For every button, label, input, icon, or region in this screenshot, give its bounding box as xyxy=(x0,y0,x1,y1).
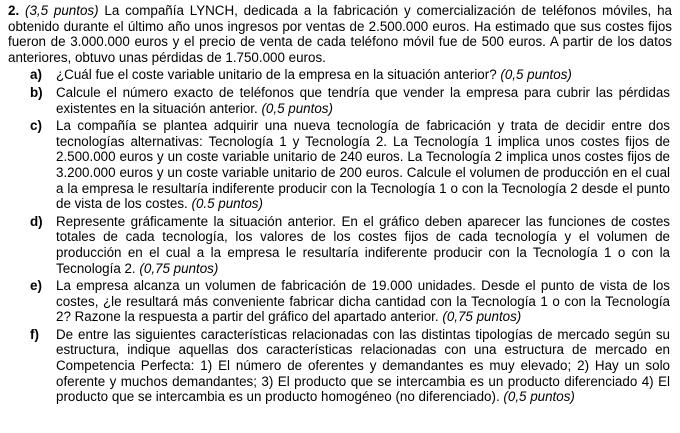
item-letter: c) xyxy=(30,118,42,134)
question-item-f xyxy=(8,327,672,405)
item-text-wrap xyxy=(56,327,672,405)
item-points: (0,5 puntos) xyxy=(500,67,572,83)
item-text-wrap xyxy=(56,67,672,83)
item-text-wrap xyxy=(56,85,672,116)
item-text: Represente gráficamente la situación anterior. En el gráfico deben aparecer las funciones de costes totales de cada tecnología, los valores de los costes fijos de cada tecnología y el volumen de producción en el cual a la empresa le resultaría indiferente producir con la Tecnología 1 o con la Tecnología 2. xyxy=(56,213,670,276)
item-points: (0,75 puntos) xyxy=(442,309,522,325)
item-letter: a) xyxy=(30,67,42,83)
question-item-c xyxy=(8,118,672,212)
question-points: (3,5 puntos) xyxy=(25,3,99,18)
item-text: Calcule el número exacto de teléfonos que tendría que vender la empresa para cubrir las pérdidas existentes en la situación anterior. xyxy=(56,84,670,116)
item-text-wrap xyxy=(56,118,672,212)
item-points: (0,75 puntos) xyxy=(139,260,219,276)
question-intro-text: La compañía LYNCH, dedicada a la fabricación y comercialización de teléfonos móviles, ha obtenido durante el último año unos ingresos por ventas de 2.500.000 euros. Ha estimado que sus costes fijos fueron de 3.000.000 euros y el precio de venta de cada teléfono móvil fue de 500 euros. A partir de los datos anteriores, obtuvo unas pérdidas de 1.750.000 euros. xyxy=(8,3,672,65)
item-text: La empresa alcanza un volumen de fabricación de 19.000 unidades. Desde el punto de vista de los costes, ¿le resultará más conveniente fabricar dicha cantidad con la Tecnología 1 o con la Tecnología 2? Razone la respuesta a partir del gráfico del apartado anterior. xyxy=(56,278,670,325)
item-text: ¿Cuál fue el coste variable unitario de la empresa en la situación anterior? xyxy=(56,67,497,83)
item-letter: e) xyxy=(30,278,42,294)
question-number: 2. xyxy=(8,3,20,18)
question-items-list xyxy=(8,67,672,404)
question-item-a xyxy=(8,67,672,83)
item-points: (0,5 puntos) xyxy=(503,389,575,405)
item-text: De entre las siguientes características relacionadas con las distintas tipologías de mercado según su estructura, indique aquellas dos características relacionadas con una estructura de mercado en Competencia Perfecta: 1) El número de oferentes y demandantes es muy elevado; 2) Hay un solo oferente y muchos demandantes; 3) El producto que se intercambia es un producto diferenciado 4) El producto que se intercambia es un producto homogéneo (no diferenciado). xyxy=(56,326,670,405)
item-letter: b) xyxy=(30,84,43,100)
question-item-e xyxy=(8,278,672,325)
item-letter: f) xyxy=(30,326,39,342)
item-text-wrap xyxy=(56,214,672,276)
item-text: La compañía se plantea adquirir una nueva tecnología de fabricación y trata de decidir entre dos tecnologías alternativas: Tecnología 1 y Tecnología 2. La Tecnología 1 implica unos costes fijos de 2.500.000 euros y un coste variable unitario de 240 euros. La Tecnología 2 implica unos costes fijos de 3.200.000 euros y un coste variable unitario de 200 euros. Calcule el volumen de producción en el cual a la empresa le resultaría indiferente producir con la Tecnología 1 o con la Tecnología 2 desde el punto de vista de los costes. xyxy=(56,118,670,212)
question-item-b xyxy=(8,85,672,116)
question-item-d xyxy=(8,214,672,276)
item-points: (0,5 puntos) xyxy=(261,100,333,116)
item-points: (0.5 puntos) xyxy=(191,196,263,212)
question-intro xyxy=(8,3,672,65)
item-letter: d) xyxy=(30,213,43,229)
item-text-wrap xyxy=(56,278,672,325)
